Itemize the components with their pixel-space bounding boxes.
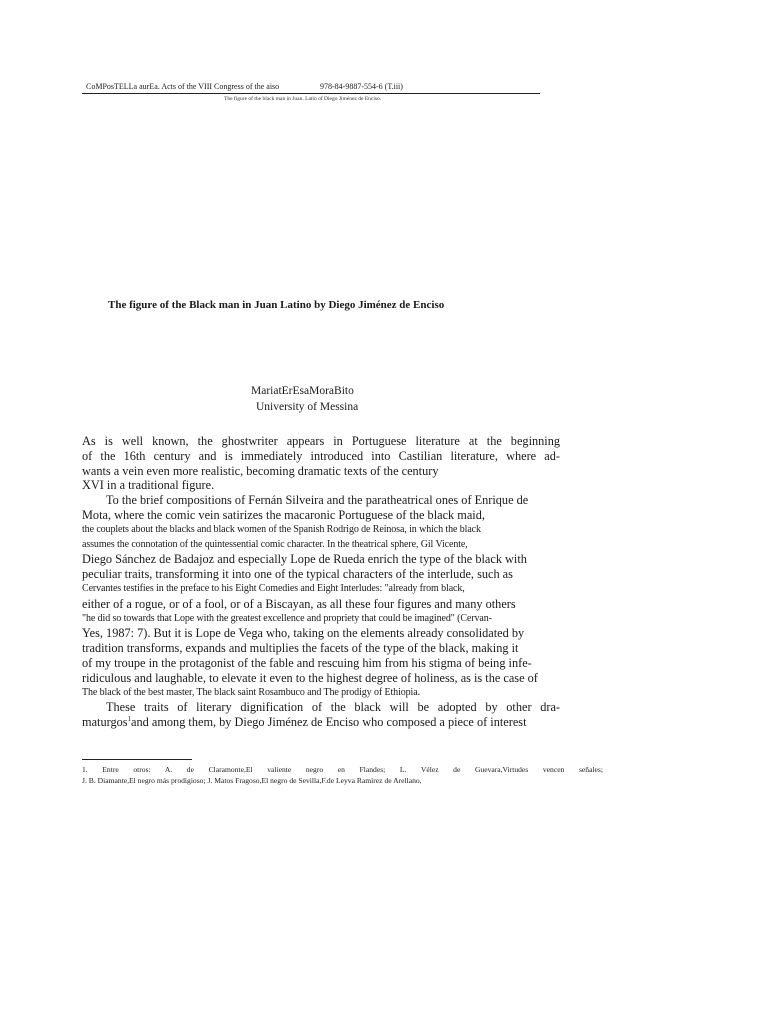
footnote-line: 1. Entre otros: A. de Claramonte,El valiente negro en Flandes; L. Vélez de Guevara,Virtudes vencen señales; bbox=[82, 765, 603, 774]
author-affiliation: University of Messina bbox=[256, 401, 359, 413]
body-line: Yes, 1987: 7). But it is Lope de Vega who, taking on the elements already consolidated by bbox=[82, 626, 525, 641]
footnote-reference[interactable]: 1 bbox=[127, 715, 132, 724]
author-name: MariatErEsaMoraBito bbox=[251, 385, 354, 397]
header-rule bbox=[82, 93, 540, 94]
body-line: Cervantes testifies in the preface to his Eight Comedies and Eight Interludes: "already from black, bbox=[82, 582, 465, 594]
footnote bbox=[82, 764, 603, 786]
isbn: 978-84-9887-554-6 (T.iii) bbox=[320, 82, 403, 91]
body-line: "he did so towards that Lope with the greatest excellence and propriety that could be imagined" (Cervan- bbox=[82, 612, 492, 624]
body-line: As is well known, the ghostwriter appears in Portuguese literature at the beginning bbox=[82, 434, 560, 448]
header-line bbox=[86, 82, 540, 91]
body-text bbox=[82, 434, 560, 730]
running-title: The figure of the black man in Juan. Latin of Diego Jiménez de Enciso. bbox=[224, 96, 382, 102]
body-line bbox=[82, 715, 560, 730]
body-line: tradition transforms, expands and multiplies the facets of the type of the black, making it bbox=[82, 641, 519, 656]
footnote-line: J. B. Diamante,El negro más prodigioso; J. Matos Fragoso,El negro de Sevilla,F.de Leyva Ramírez de Arellano, bbox=[82, 776, 422, 785]
body-line: Diego Sánchez de Badajoz and especially Lope de Rueda enrich the type of the black with bbox=[82, 552, 527, 567]
body-line: ridiculous and laughable, to elevate it even to the highest degree of holiness, as is the case of bbox=[82, 670, 538, 685]
body-line: peculiar traits, transforming it into one of the typical characters of the interlude, such as bbox=[82, 567, 513, 582]
body-line-end: and among them, by Diego Jiménez de Enciso who composed a piece of interest bbox=[131, 715, 527, 730]
article-title: The figure of the Black man in Juan Latino by Diego Jiménez de Enciso bbox=[108, 299, 445, 311]
body-line: The black of the best master, The black saint Rosambuco and The prodigy of Ethiopia. bbox=[82, 686, 420, 698]
body-line: These traits of literary dignification of the black will be adopted by other dra- bbox=[106, 700, 560, 715]
body-line: assumes the connotation of the quintessential comic character. In the theatrical sphere, Gil Vicente, bbox=[82, 538, 468, 550]
body-line: To the brief compositions of Fernán Silveira and the paratheatrical ones of Enrique de bbox=[106, 493, 529, 508]
body-line: either of a rogue, or of a fool, or of a Biscayan, as all these four figures and many others bbox=[82, 596, 516, 611]
body-line: wants a vein even more realistic, becoming dramatic texts of the century bbox=[82, 463, 439, 478]
footnote-rule bbox=[82, 759, 192, 760]
journal-name: CoMPosTELLa aurEa. Acts of the VIII Congress of the aiso bbox=[86, 82, 280, 91]
body-line: XVI in a traditional figure. bbox=[82, 478, 215, 493]
body-line: of the 16th century and is immediately introduced into Castilian literature, where ad- bbox=[82, 448, 560, 463]
body-line: the couplets about the blacks and black women of the Spanish Rodrigo de Reinosa, in which the black bbox=[82, 523, 481, 535]
body-line-start: maturgos bbox=[82, 715, 128, 730]
body-line: of my troupe in the protagonist of the fable and rescuing him from his stigma of being infe- bbox=[82, 655, 532, 670]
body-line: Mota, where the comic vein satirizes the macaronic Portuguese of the black maid, bbox=[82, 507, 485, 522]
